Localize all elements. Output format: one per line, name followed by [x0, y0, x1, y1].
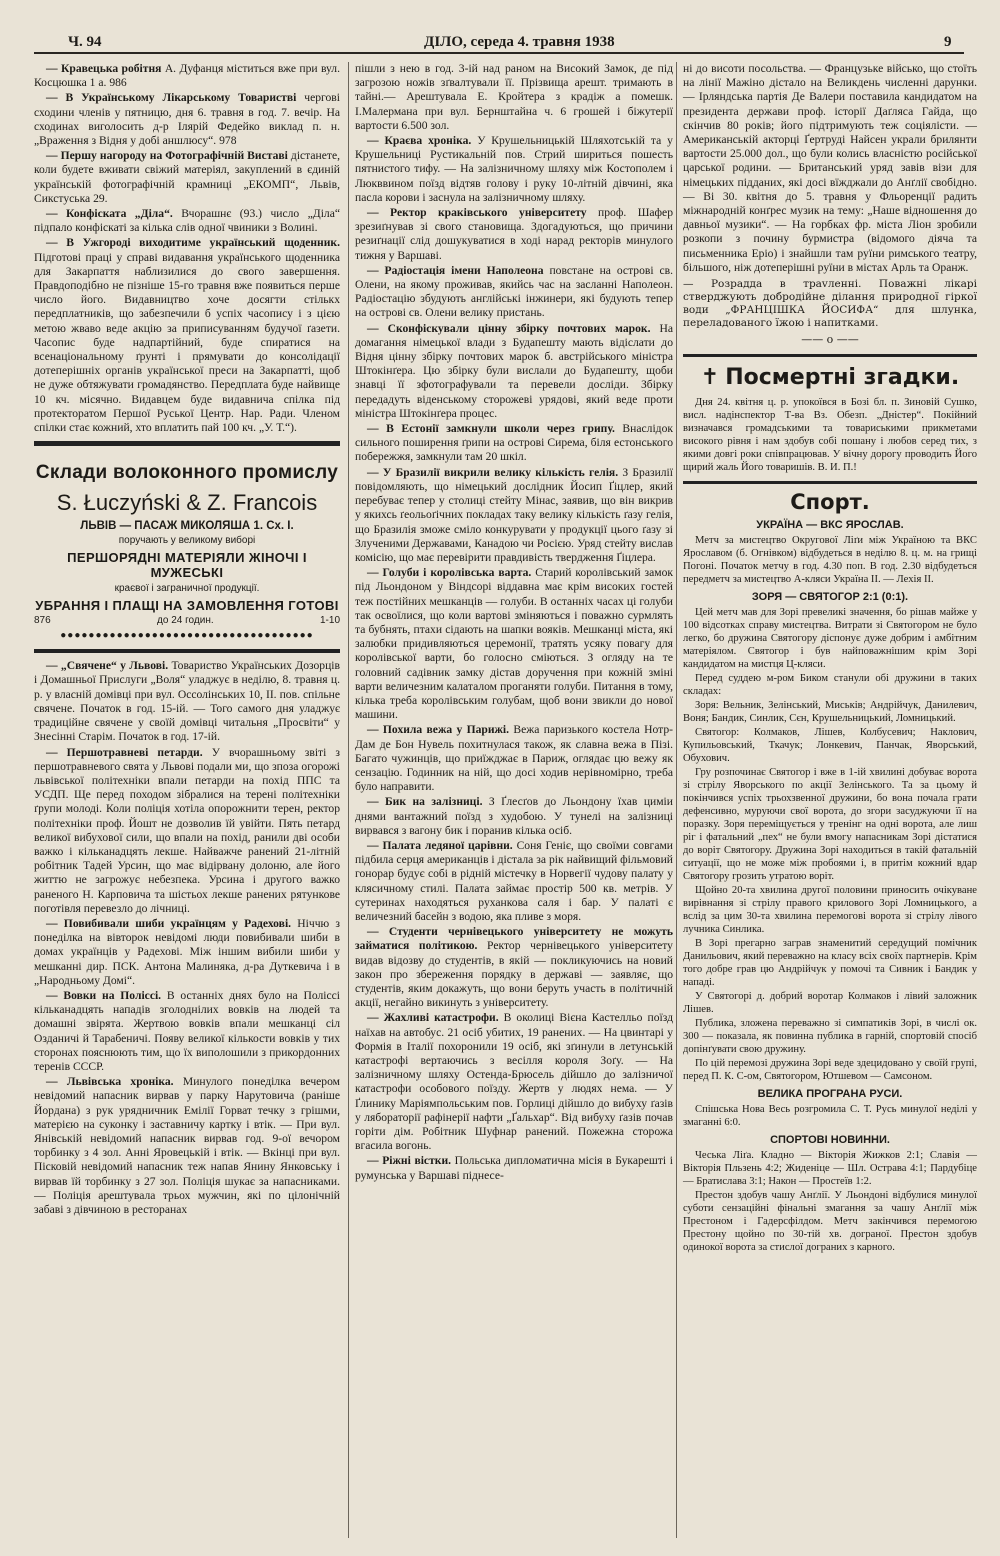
- article-body: У Крушельницькій Шляхотській та у Крушельниці Рустикальній пов. Стрий шириться пошесть пятнистого тифу. — На залізничному шляху між Костополем і Люкввином поїзд відтяв голову і руку 10-літній дівчині, яка пасла корови і заснула на залізничному шляху.: [355, 134, 673, 204]
- ad-dot-border: ●●●●●●●●●●●●●●●●●●●●●●●●●●●●●●●●●●●●: [60, 630, 314, 642]
- ad-firm: S. Łuczyński & Z. Francois: [56, 490, 318, 516]
- newspaper-title: ДІЛО, середа 4. травня 1938: [424, 34, 615, 50]
- article-body: З Бразилії повідомляють, що німецький дослідник Йосип Ґіцлер, який перебуває тепер у столиці стейту Мінас, заявив, що він викрив у якихсь ґеольоґічних покладах таку велику кількість ґазу гелія, що Бразилія зможе сміло конкурувати у продукції цього ґазу зі Злученими Державами, Канадою чи Росією. Уряд стейту вислав комісію, що має перевірити правдивість твердження Ґіцлера.: [355, 465, 673, 564]
- sport-paragraph: Святогор: Колмаков, Лішев, Колбусевич; Наклович, Купильовський, Ткачук; Лонкевич, Панчак, Яворський, Обухович.: [683, 727, 977, 765]
- article-item: [355, 322, 673, 421]
- article-body: проф. Шафер зрезиґнував зі свого становища. Здогадуються, що причини резиґнації слід дошукуватися в ході нарад ректорів минулого тижня у Варшаві.: [355, 206, 673, 262]
- ad-origin: краєвої і заграничної продукції.: [114, 583, 260, 595]
- article-body: чергові сходини членів у пятницю, дня 6. травня в год. 7. вечір. На сходинах виголосить д-р Ілярій Федейко виклад п. н. „Враження з Відня у добі аншлюсу“. 978: [34, 91, 340, 148]
- ad-ref: 1-10: [319, 615, 340, 627]
- section-separator: [34, 649, 340, 653]
- article-item: [34, 149, 340, 206]
- obituary: [683, 354, 977, 484]
- article-body: повстане на острові св. Олени, на якому проживав, якийсь час на засланні Наполеон. Радіостацію збудують англійські інжинери, які будують тепер на острові св. Олени велику пристань.: [355, 263, 673, 320]
- article-item: [355, 134, 673, 205]
- ad-offer: УБРАННЯ І ПЛАЩІ НА ЗАМОВЛЕННЯ ГОТОВІ: [35, 598, 339, 614]
- article-item: [34, 989, 340, 1074]
- sport-paragraph: Цей метч мав для Зорі превеликі значення, бо рішав майже у 100 відсотках справу мистецтва. Витрати зі Святогором не було легко, бо дружина Святогору діспонує дуже добрим і амбітним матеріялом. Святогор і був найповажнішим крім Зорі кандидатом на мистця Ц-кляси.: [683, 607, 977, 671]
- article-item: [34, 1075, 340, 1217]
- article-item: [34, 659, 340, 744]
- article-lead: — „Свячене“ у Львові.: [46, 659, 169, 673]
- article-body: А. Дуфанця міститься вже при вул. Косцюшка 1 а. 986: [34, 62, 340, 90]
- ad-goods: ПЕРШОРЯДНІ МАТЕРІЯЛИ ЖІНОЧІ І МУЖЕСЬКІ: [67, 550, 307, 581]
- sport-section-heading: ЗОРЯ — СВЯТОГОР 2:1 (0:1).: [751, 591, 909, 604]
- article-lead: — Кравецька робітня: [46, 62, 162, 75]
- article-body: ні до висоти посольства. — Французьке військо, що стоїть на лінії Мажіно дістало на Великдень численні дарунки. — Ірляндська партія Де Валери поставила кандидатом на президента держави проф. історії Даґляса Гайда, що скінчив 80 років; його підтримують теж соціялісти. — Американській акторці Ґертруді Найсен украли брилянти вартости 25.000 дол., що були колись власністю російської царської родини. — Британський уряд завів візи для німецьких підданих, які досі вїжджали до Анґлії свобідно. — Ві 30. квітня до 5. травня у Фльоренції радить міжнародній конґрес музик на тему: „Наше відношення до давньої музики“. — На горбках фр. міста Ліон зробили розкопи з почину бурмистра (відомого діяча та письменника Еріо) і знайшли там руїни римського театру, більшого, ніж дотеперішні руїни в містах Арль та Оранж.: [683, 62, 977, 274]
- article-lead: — Ректор краківського університету: [367, 206, 587, 220]
- article-lead: — Студенти чернівецького університету не можуть займатися політикою.: [355, 925, 673, 953]
- article-lead: — Похила вежа у Парижі.: [367, 723, 510, 737]
- page-label: Ч. 94: [68, 34, 102, 50]
- ad-code: 876: [34, 615, 51, 627]
- article-lead: — Палата ледяної царівни.: [367, 838, 513, 852]
- sport-paragraph: Спішська Нова Весь розгромила С. Т. Русь минулої неділі у змаганні 6:0.: [683, 1104, 977, 1129]
- article-body: Вежа паризького костела Нотр-Дам де Бон Нувель похитнулася також, як славна вежа в Пізі. Багато чужинців, що приїжджає в Париж, оглядає цю вежу як сензацію. Годинник на ній, що досі ходив нерівномірно, треба було направити.: [355, 723, 673, 794]
- article-body: Польська дипломатична місія в Букарешті і румунська у Варшаві піднесе-: [355, 1154, 673, 1182]
- article-item: [355, 1011, 673, 1153]
- ad-title: Склади волоконного промислу: [35, 462, 339, 484]
- article-body: На домагання німецької влади з Будапешту мають відіслати до Відня цінну збірку почтових марок б. австрійського міністра Штокінґера. Цю збірку були вислали до Будапешту, щоби знавці її зфотографували та перевели досліди. Збірку передадуть віденському сторожеві урядові, який веде проти міністра Штокінґера процес.: [355, 321, 673, 420]
- article-body: Підготові праці у справі видавання українського щоденника для Закарпаття наблизилися до свого завершення. Правдоподібно не пізніше 15-го травня вже появиться перше число його. Видавництво хоче досягти стількх передплатників, що забезпечили б успіх часопису і з цією метою жваво веде акцію за приписуванням будучої ґазети. Часопис буде надпартійний, буде спиратися на всенаціональному ґрунті і прямувати до консолідації дотеперішніх органів української преси на Закарпатті, щоб не дуже обтяжувати громадянство. Передплата буде найвище 10 кч. місячно. Видавцем буде видавнича спілка під протекторатом Першої Руської Центр. Нар. Ради. Членом спілки стає кожний, хто вплатить пай 100 кч. „У. Т.“).: [34, 250, 340, 435]
- article-item: [355, 206, 673, 263]
- article-item: [355, 723, 673, 794]
- obituary-heading: Посмертні згадки.: [725, 365, 960, 391]
- sport-paragraph: Перед суддею м-ром Биком станули обі дружини в таких складах:: [683, 673, 977, 698]
- article-lead: — Конфіската „Діла“.: [46, 207, 173, 221]
- sport-paragraph: Чеська Ліґа. Кладно — Вікторія Жижков 2:1; Славія — Вікторія Пльзень 4:2; Жиденіце — Шл. Острава 4:1; Пардубіце — Братислава 3:1; Након — Простеїв 1:2.: [683, 1150, 977, 1188]
- article-lead: — Жахливі катастрофи.: [367, 1011, 499, 1025]
- article-item: [683, 62, 977, 275]
- article-item: [34, 207, 340, 235]
- article-item: [355, 795, 673, 838]
- ad-top-rule: [34, 441, 340, 454]
- article-lead: — У Бразилії викрили велику кількість гелія.: [367, 465, 619, 479]
- article-body: Ніччю з понеділка на вівторок невідомі люди повибивали шиби в домах українців у Радехові. Між іншим вибили шиби у мешканні дир. ПСК. Антона Малиняка, д-ра Дуткевича і в „Народньому Домі“.: [34, 916, 340, 987]
- sport-title: Спорт.: [790, 490, 870, 515]
- article-lead: — Сконфіскували цінну збірку почтових марок.: [367, 321, 651, 335]
- article-item: [355, 264, 673, 321]
- article-body: Внаслідок сильного поширення ґрипи на острові Сирема, біля естонського побережжя, замкнули там 20 шкіл.: [355, 422, 673, 464]
- sport-section-heading: УКРАЇНА — ВКС ЯРОСЛАВ.: [756, 519, 904, 532]
- article-body: Соня Геніє, що своїми совгами підбила серця американців і дістала за рік найвищий фільмовий гонорар будує собі в рідній містечку в Норвегії чудову палату у клясичному стилі. Палата займає простір 500 кв. метрів. У сутеринах находяться руханкова саля і бар. У палаті є величезний басейн з водою, яка пливе з моря.: [355, 838, 673, 923]
- ad-address: ЛЬВІВ — ПАСАЖ МИКОЛЯША 1. Сх. І.: [80, 520, 294, 533]
- article-lead: — Повибивали шиби українцям у Радехові.: [46, 916, 292, 930]
- article-lead: — В Ужгороді виходитиме український щоденник.: [46, 236, 340, 250]
- article-body: З Ґлесґов до Льондону їхав циміи днями вантажний поїзд з худобою. У тунелі на залізниці вирвався з вагону бик і поранив кілька осіб.: [355, 795, 673, 837]
- article-item: [355, 1154, 673, 1182]
- article-item: [355, 566, 673, 722]
- article-body: Ректор чернівецького університету видав відозву до студентів, в якій — покликуючись на новий закон про збереження порядку в державі — заявляє, що студентів, яким докажуть, що вони беруть участь в політичній акції, негайно викинуть з університету.: [355, 939, 673, 1010]
- sport-paragraph: По цій перемозі дружина Зорі веде здецидовано у своїй групі, перед П. К. С-ом, Святогором, Ютшевом — Самсоном.: [683, 1058, 977, 1083]
- article-item: [355, 925, 673, 1010]
- article-item: [34, 746, 340, 916]
- page-header: [34, 30, 964, 54]
- page-number: 9: [944, 34, 952, 50]
- sport-paragraph: Публика, зложена переважно зі симпатиків Зорі, в числі ок. 300 — показала, як повинна публика в гарній, спортовій спосіб допінґувати свою дружину.: [683, 1018, 977, 1056]
- article-item: [34, 91, 340, 148]
- article-lead: — Першу нагороду на Фотографічній Виставі: [46, 149, 288, 163]
- cross-icon: ✝: [700, 365, 720, 391]
- article-body: Минулого понеділка вечером невідомий напасник вирвав у парку Нарутовича (раніше Йордана) з рук урядничник Емілії Горват течку з грішми, матерією на суконку і заставничу картку і втік. — При вул. Янівській невідомий напасник вирвав год. 9-ої вечором торбинку з 4 зол. Анні Яровецькій і втік. — Вкінці при вул. Пісковій невідомий напасник теж напав Янину Янковську і вирвав їй торбинку з 27 зол. Поліція шукає за напасниками. — Поліція арештувала трьох мужчин, які по цілонічній забаві з дівчиною в ресторанах: [34, 1075, 340, 1216]
- column-1: [34, 62, 340, 1538]
- article-body: В останніх днях було на Поліссі кільканадцять нападів зголоднілих вовків на людей та домашні звірята. Жертвою вовків впали мешканці сіл Озданичі й Тарабеничі. Появу великої кількости вовків у тих сторонах пояснюють тим, що їх виполошили з прикордонних теренів СССР.: [34, 988, 340, 1073]
- header-rule: [34, 52, 964, 54]
- column-3: [676, 62, 977, 1538]
- article-body: пішли з нею в год. 3-ій над раном на Високий Замок, де під загрозою ножів зґвалтували її. Прізвища арешт. тримають в тайні.— Арештувала Е. Кройтера з крадіж а помешк. І.Малермана при вул. Бернштайна ч. 6 грошей і біжутерії вартости 6.500 зол.: [355, 62, 673, 132]
- article-body: дістанете, коли будете вживати свіжий матеріял, закуплений в єдиній українській фотографічній крамниці „ЕКОМП“, Львів, Сикстуська 29.: [34, 149, 340, 205]
- article-lead: — Голуби і королівська варта.: [367, 566, 532, 580]
- advertisement: [34, 441, 340, 641]
- article-lead: — В Естонії замкнули школи через грипу.: [367, 422, 615, 436]
- sport-paragraph: В Зорі прегарно заграв знаменитий середущий помічник Данильович, який переважно на класу всіх своїх партнерів. Крім того добре грав цю Андрійчук у помочі та Сивник і Бандик у нападі.: [683, 938, 977, 989]
- sport-paragraph: Зоря: Вельник, Зелінський, Миськів; Андрійчук, Данилевич, Воня; Бандик, Синлик, Сєн, Крушельницький, Ломницький.: [683, 700, 977, 725]
- sport-paragraph: Престон здобув чашу Анґлії. У Льондоні відбулися минулої суботи сензаційні фінальні змагання за чашу Анґлії між Престоном і Гадерсфілдом. Метч закінчився перемогою Престону щойно по 30-тій хв. дограної. Престон здобув одинокої ворота за стислої дограних з карного.: [683, 1190, 977, 1254]
- article-item: [34, 62, 340, 90]
- article-item: [355, 422, 673, 465]
- article-item: [34, 917, 340, 988]
- article-item: [355, 839, 673, 924]
- article-body: Товариство Українських Дозорців і Домашньої Прислуги „Воля“ уладжує в неділю, 8. травня ц. р. у власній домівці при вул. Оссолінських 10, II. пов. спільне свячене. Початок в год. 15-ій. — Того самого дня уладжує традиційне свячене у своїй домівці читальня „Просвіти“ у Знесінні Старім. Початок в год. 17-ій.: [34, 659, 340, 744]
- article-body: Старий королівський замок під Льондоном у Віндсорі віддавна має крім високих гостей теж постійних мешканців — голуби. В останніх часах ці голуби так освоїлися, що коли вартові зміняються і поважно сурмлять та бубнять, птахи сідають на шапки вояків. Мешканці міста, які залюбки придивляються церемонії, тратять усяку повагу для королівської варти, бо голосно сміються. З огляду на те головний садівник замку дістав доручення при кожній зміні варти величезним калаталом проганяти голуби. Питання в тому, кілька треба королівським голубам, щоб вони звикли до нової машини.: [355, 566, 673, 722]
- column-2: [348, 62, 673, 1538]
- advert-notice: — Розрадда в трavленні. Поважні лікарі стверджують добродійне ділання природної гіркої води „ФРАНЦІШКА ЙОСИФА“ для шлунка, переладованого їжою і напитками.: [683, 278, 977, 330]
- article-body: Вчорашнє (93.) число „Діла“ підпало конфіскаті за кілька слів одної чвиники з Волині.: [34, 207, 340, 235]
- article-item: [355, 62, 673, 133]
- article-body: В околиці Вієна Кастелльо поїзд наїхав на автобус. 21 осіб убитих, 19 ранених. — На цвинтарі у Формія в Італії похоронили 19 осіб, які зґинули в летунській катастрофі вертаючись з весілля короля Зоґу. — На залізничному шляху Остенда-Брюсель дійшло до залізничої катастрофи особового поїзду. Жертв у людях нема. — У Ґлинику Маріямпольським пов. Горлиці дійшло до вибуху ґазів у лябораторії рафінерії нафти „Ґальхар“. Від вибуху ґазів почав горіти дім. Робітник Шуфнар ранений. Пожежна сторожа вгасила вогонь.: [355, 1011, 673, 1153]
- sport-section-heading: СПОРТОВІ НОВИННИ.: [770, 1134, 890, 1147]
- obituary-title: [683, 365, 977, 390]
- article-lead: — Радіостація імени Наполеона: [367, 263, 544, 277]
- article-lead: — В Українському Лікарському Товаристві: [46, 91, 297, 105]
- article-lead: — Ріжні вістки.: [367, 1154, 452, 1168]
- article-lead: — Першотравневі петарди.: [46, 745, 203, 759]
- article-lead: — Вовки на Поліссі.: [46, 988, 162, 1002]
- sport-paragraph: Метч за мистецтво Округової Ліґи між Україною та ВКС Ярославом (б. Огнівком) відбудеться в неділю 8. ц. м. на грищі Погоні. Початок метчу в год. 4.30 поп. В год. 2.30 відбудеться передметч за мистецтво А-кляси Україна II. — Лехія II.: [683, 535, 977, 586]
- article-body: У вчорашньому звіті з першотравневого свята у Львові подали ми, що зпоза огорожі львівської політехніки впали петарди на похід ППС та УСДП. Ще перед походом зібралися на терені політехніки ґрупи молоді. Коли поліція хотіла опорожнити терен, ректор політехніки проф. Йошт не дозволив їй увійти. Пять петард великої вибухової сили, що впали на похід, ранили дві особи важко і кільканадцять лекше. Найважче ранений 21-літній робітник Тадей Урсин, що має відірвану долоню, але його життю не загрожує небезпека. Урсина і другого важко раненого Н. Карповича та шістьох лекше ранених рятункове поготівля перевезло до лічниці.: [34, 745, 340, 915]
- obituary-text: Дня 24. квітня ц. р. упокоївся в Бозі бл. п. Зиновій Сушко, висл. надінспектор Т-ва Вз. Обезп. „Дністер“. Покійний визначався громадськими та товариськими прикметами високого рівня і нам здобув собі пошану і любов серед тих, з якими довгі роки співпрацював. У вічну дорогу проводить Його щирий жаль Його товаришів. В. И. П.!: [683, 397, 977, 474]
- article-lead: — Краєва хроніка.: [367, 134, 472, 148]
- sport-paragraph: Щойно 20-та хвилина другої половини приносить очікуване вирівнання зі стрілу правого крилового Зорі Ломницького, а вслід за цим 30-та хвилина перемогові ворота зі стрілу лівого лучника Синлика.: [683, 885, 977, 936]
- article-item: [34, 236, 340, 435]
- article-lead: — Бик на залізниці.: [367, 795, 483, 809]
- sport-section-heading: ВЕЛИКА ПРОГРАНА РУСИ.: [757, 1088, 903, 1101]
- article-item: [355, 466, 673, 565]
- ad-hours: до 24 годин.: [157, 615, 214, 627]
- sport-paragraph: У Святогорі д. добрий воротар Колмаков і лівий заложник Лішев.: [683, 991, 977, 1016]
- article-lead: — Львівська хроніка.: [46, 1075, 174, 1089]
- ad-recommend: поручають у великому виборі: [118, 535, 256, 547]
- sport-paragraph: Гру розпочинає Святогор і вже в 1-ій хвилині добуває ворота зі стрілу Яворського по акції Зелінського. Та за цьому й покінчився успіх трьохзвенної дружини, бо вона почала грати дефенсивно, муруючи свої ворота, до згори засуджуючи її на поразку. Зоря переміщується у тренінг на одні ворота, але лиш ріг і фатальний „пех“ не були вмогу напасникам Зорі дістатися до воріт Святогору. Дружина Зорі находиться в такій фатальній ситуації, що не може між пробоями і, в притім кожний вдар Святогору грозить утратою воріт.: [683, 767, 977, 883]
- notice-divider: —— о ——: [801, 333, 859, 347]
- ad-footer: [34, 615, 340, 626]
